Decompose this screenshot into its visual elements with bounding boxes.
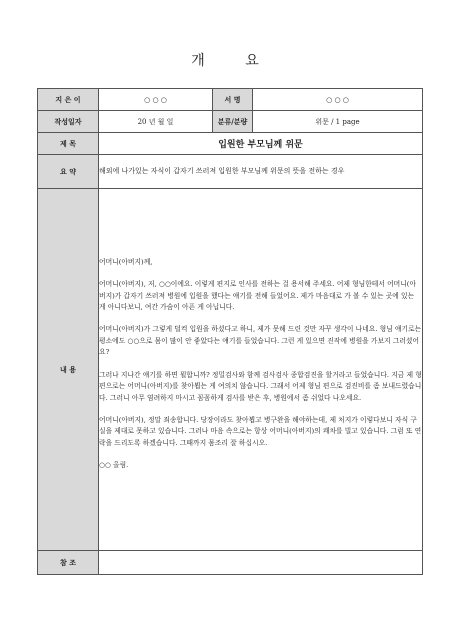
category-label: 분류/분량 (213, 111, 253, 133)
summary-row (38, 155, 423, 189)
date-label: 작성일자 (38, 111, 99, 133)
signature-value: ○ ○ ○ (253, 89, 423, 111)
signature-label: 서 명 (213, 89, 253, 111)
summary-label: 요 약 (38, 155, 99, 189)
content-body (99, 189, 423, 551)
content-paragraph: ○○ 올림. (99, 460, 129, 469)
subject-label: 제 목 (38, 133, 99, 155)
author-row (38, 89, 423, 111)
summary-form-table (37, 88, 423, 575)
content-paragraph: 어머니(아버지)가 그렇게 덜컥 입원을 하셨다고 하니, 제가 못해 드린 것만 자꾸 생각이 나네요. 형님 얘기로는 평소에도 ○○으로 몸이 많이 안 좋았다는 얘기를 들었습니다. 그런 게 있으면 진작에 병원을 가보지 그러셨어요? (99, 325, 422, 357)
content-label: 내 용 (38, 189, 99, 551)
date-value: 20 년 월 일 (99, 111, 213, 133)
author-value: ○ ○ ○ (99, 89, 213, 111)
author-label: 지 은 이 (38, 89, 99, 111)
subject-row (38, 133, 423, 155)
date-row (38, 111, 423, 133)
subject-value: 입원한 부모님께 위문 (99, 133, 423, 155)
content-paragraph: 그러나 지나간 얘기를 하면 뭘합니까? 정밀검사와 함께 검사검사 종합검진을 할거라고 들었습니다. 지금 제 형편으로는 어머니(아버지)를 찾아뵙는 게 여의치 않습니다. 그래서 어제 형님 편으로 검진비를 좀 보내드렸습니다. 그러니 아무 염려하지 마시고 꼼꼼하게 검사를 받은 후, 병원에서 좀 쉬었다 나오세요. (99, 370, 422, 402)
reference-label: 참 조 (38, 551, 99, 575)
reference-value (99, 551, 423, 575)
reference-row (38, 551, 423, 575)
content-paragraph: 어머니(아버지), 정말 죄송합니다. 당장이라도 찾아뵙고 병구완을 해야하는데, 제 처지가 이렇다보니 자식 구실을 제대로 못하고 있습니다. 그러나 마음 속으로는 항상 어머니(아버지)의 쾌차를 빌고 있습니다. 그럼 또 연락을 드리도록 하겠습니다. 그때까지 몸조리 잘 하십시오. (99, 415, 422, 447)
content-row (38, 189, 423, 551)
category-value: 위문 / 1 page (253, 111, 423, 133)
page-title: 개 요 (191, 53, 277, 69)
content-paragraph: 어머니(아버지)께, (99, 258, 153, 267)
content-paragraph: 어머니(아버지), 저, ○○이에요. 이렇게 편지로 인사를 전하는 걸 용서해 주세요. 어제 형님한테서 어머니(아버지)가 갑자기 쓰러져 병원에 입원을 했다는 얘기를 전해 들었어요. 제가 마음대로 가 볼 수 있는 곳에 있는 게 아니다보니, 여간 가슴이 아픈 게 아닙니다. (99, 280, 417, 312)
summary-value: 해외에 나가있는 자식이 갑자기 쓰러져 입원한 부모님께 위문의 뜻을 전하는 경우 (99, 155, 423, 189)
